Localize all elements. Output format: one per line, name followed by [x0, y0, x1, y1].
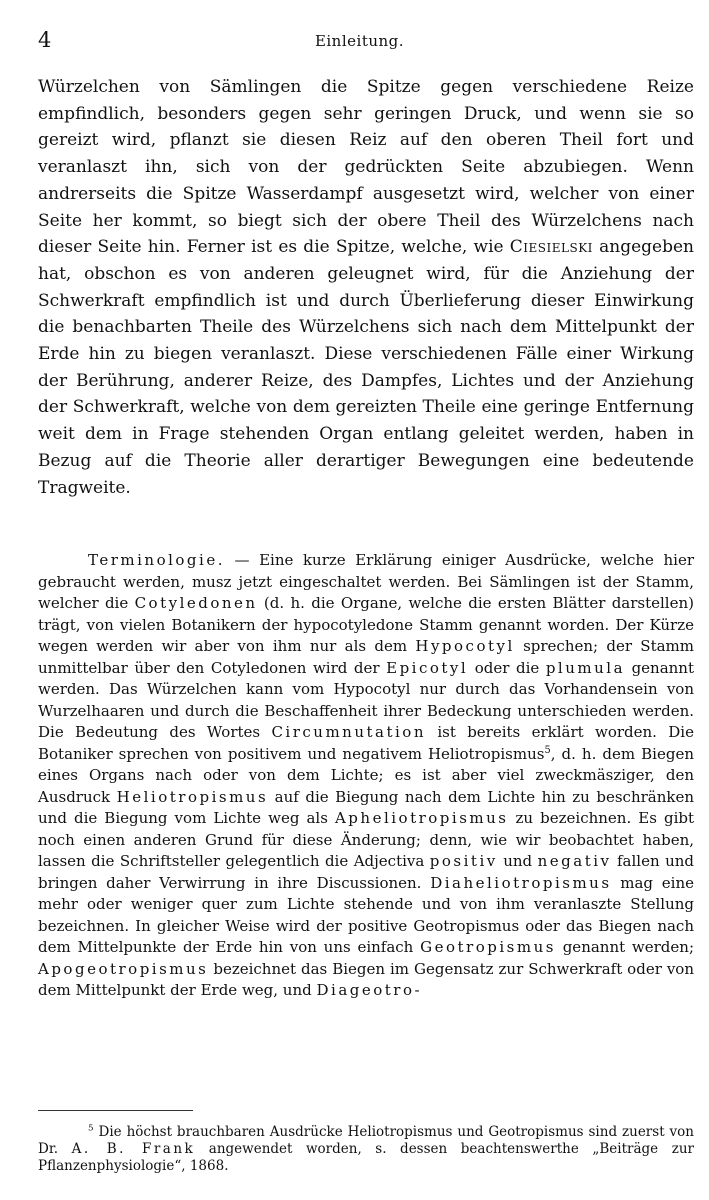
page-header: [38, 28, 681, 54]
footnote-marker: 5: [88, 1123, 94, 1134]
text-run: Würzelchen von Sämlingen die Spitze gegen verschiedene Reize empfindlich, besonders gegen sehr geringen Druck, und wenn sie so gereizt wird, pflanzt sie diesen Reiz auf den oberen Theil fort und veranlaszt ihn, sich von der gedrückten Seite abzubiegen. Wenn andrerseits die Spitze Wasserdampf ausgesetzt wird, welcher von einer Seite her kommt, so biegt sich der obere Theil des Würzelchens nach dieser Seite hin. Ferner ist es die Spitze, welche, wie: [38, 77, 694, 258]
terminology-paragraph: [38, 550, 694, 1002]
text-run: angegeben hat, obschon es von anderen geleugnet wird, für die Anziehung der Schwerkraft empfindlich ist und durch Überlieferung dieser Einwirkung die benachbarten Theile des Würzelchens sich nach dem Mittelpunkt der Erde hin zu biegen veranlaszt. Diese verschiedenen Fälle einer Wirkung der Berührung, anderer Reize, des Dampfes, Lichtes und der Anziehung der Schwerkraft, welche von dem gereizten Theile eine geringe Entfernung weit dem in Frage stehenden Organ entlang geleitet werden, haben in Bezug auf die Theorie aller derartiger Bewegungen eine bedeutende Tragweite.: [38, 237, 694, 498]
text-run: genannt werden. Das Würzelchen kann vom Hypocotyl nur durch das Vorhandensein von Wurzelhaaren und durch die Beschaffenheit ihrer Bedeckung unterschieden werden. Die Bedeutung des Wortes: [38, 658, 694, 741]
footnote: [38, 1124, 694, 1175]
term: Heliotropismus: [116, 787, 269, 806]
term: Diaheliotropismus: [430, 873, 612, 892]
text-run: zu bezeichnen. Es gibt noch einen anderen Grund für diese Änderung; denn, wie wir beobachtet haben, lassen die Schriftsteller gelegentlich die Adjectiva: [38, 809, 694, 870]
text-run: sprechen; der Stamm unmittelbar über den Cotyledonen wird der: [38, 637, 694, 677]
text-run: auf die Biegung nach dem Lichte hin zu beschränken und die Biegung vom Lichte weg als: [38, 787, 694, 827]
running-head: Einleitung.: [314, 32, 405, 50]
term: plumula: [545, 658, 626, 677]
term: Diageotro-: [316, 981, 423, 999]
term: Apogeotropismus: [38, 959, 209, 978]
text-run: mag eine mehr oder weniger quer zum Lichte stehende und von ihm veranlaszte Stellung bezeichnen. In gleicher Weise wird der positive Geotropismus oder das Biegen nach dem Mittelpunkte der Erde hin von uns einfach: [38, 873, 694, 956]
term: Apheliotropismus: [334, 809, 509, 827]
text-run: fallen und bringen daher Verwirrung in ihre Discussionen.: [38, 852, 694, 892]
author-name: Ciesielski: [509, 237, 593, 258]
term: Epicotyl: [386, 658, 469, 677]
terminology-section: [38, 550, 694, 1002]
text-run: — Eine kurze Erklärung einiger Ausdrücke, welche hier gebraucht werden, musz jetzt eingeschaltet werden. Bei Sämlingen ist der Stamm, welcher die: [38, 551, 694, 612]
text-run: Die höchst brauchbaren Ausdrücke Heliotropismus und Geotropismus sind zuerst von Dr.: [38, 1124, 694, 1157]
text-run: genannt werden;: [555, 938, 694, 956]
term: Hypocotyl: [415, 637, 515, 655]
author-name: A. B. Frank: [71, 1141, 196, 1157]
footnote-reference: 5: [544, 744, 551, 756]
footnote-text: [38, 1124, 694, 1175]
text-run: bezeichnet das Biegen im Gegensatz zur Schwerkraft oder von dem Mittelpunkt der Erde weg, und: [38, 959, 694, 999]
text-run: (d. h. die Organe, welche die ersten Blätter darstellen) trägt, von vielen Botanikern der hypocotyledone Stamm genannt worden. Der Kürze wegen werden wir aber von ihm nur als dem: [38, 594, 694, 655]
term: Cotyledonen: [134, 594, 258, 612]
text-run: ist bereits erklärt worden. Die Botaniker sprechen von positivem und negativem Heliotropismus: [38, 723, 694, 763]
term: positiv: [429, 852, 498, 870]
text-run: oder die: [468, 658, 546, 677]
section-heading: Terminologie.: [88, 551, 225, 569]
page-number: 4: [38, 28, 52, 52]
term: negativ: [537, 852, 612, 870]
term: Circumnutation: [271, 723, 426, 741]
text-run: , d. h. dem Biegen eines Organs nach oder von dem Lichte; es ist aber viel zweckmäsziger, den Ausdruck: [38, 744, 694, 806]
text-run: und: [497, 852, 538, 870]
footnote-divider: [38, 1110, 193, 1111]
paragraph-continuation: [38, 74, 694, 501]
main-paragraph: [38, 74, 694, 501]
term: Geotropismus: [420, 938, 556, 956]
text-run: angewendet worden, s. dessen beachtenswerthe „Beiträge zur Pflanzenphysiologie“, 1868.: [38, 1141, 694, 1174]
